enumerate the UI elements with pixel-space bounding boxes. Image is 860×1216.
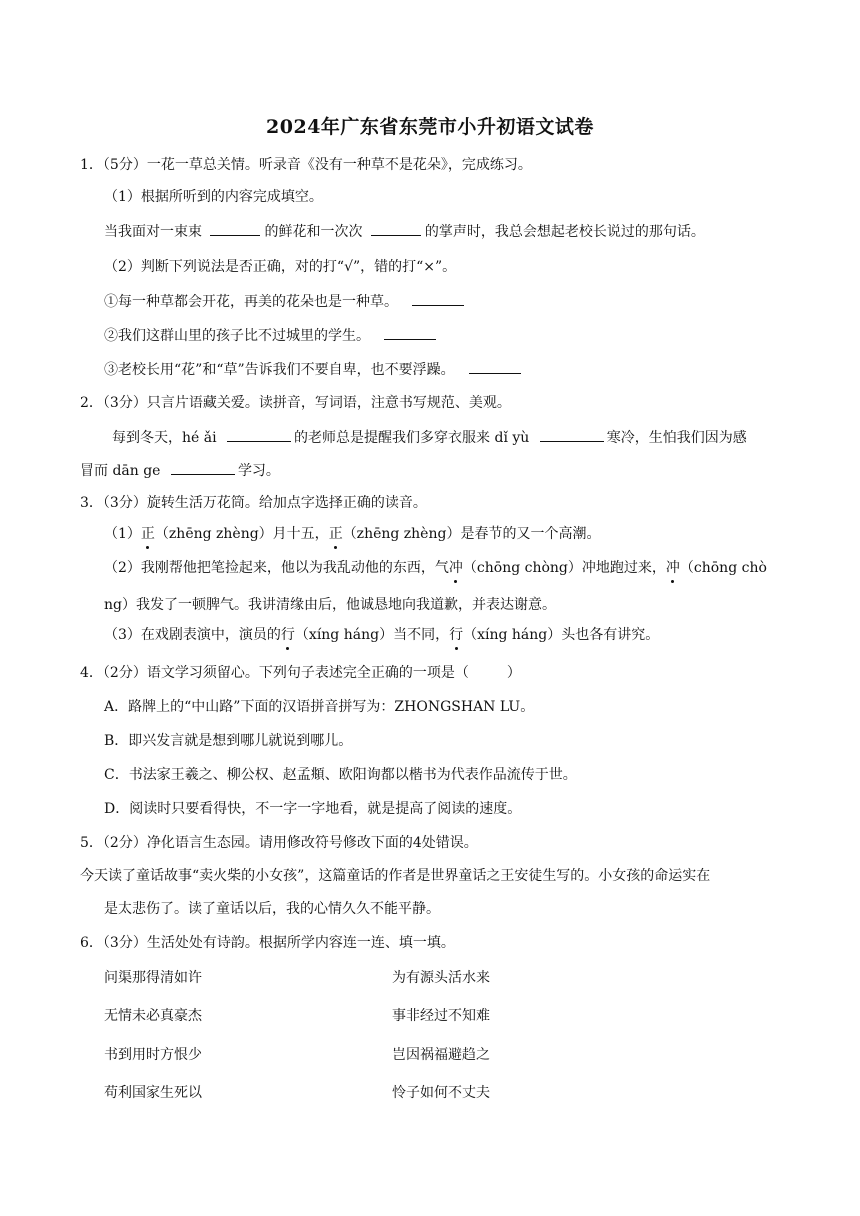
q4-option-d[interactable]: D．阅读时只要看得快，不一字一字地看，就是提高了阅读的速度。 bbox=[104, 801, 522, 817]
q3-item-2-cont: ng）我发了一顿脾气。我讲清缘由后，他诚恳地向我道歉，并表达谢意。 bbox=[104, 597, 556, 613]
q2-line-2 bbox=[80, 460, 280, 481]
q3-item-2-text-a: （2）我刚帮他把笔捡起来，他以为我乱动他的东西，气 bbox=[104, 560, 449, 576]
q4-option-b[interactable]: B．即兴发言就是想到哪儿就说到哪儿。 bbox=[104, 733, 353, 749]
q5-stem: 5．（2分）净化语言生态园。请用修改符号修改下面的4处错误。 bbox=[80, 835, 478, 851]
q5-passage-line-2: 是太悲伤了。读了童话以后，我的心情久久不能平静。 bbox=[104, 901, 440, 917]
q4-stem-line bbox=[80, 663, 521, 683]
q3-item-3-text-b: （xíng háng）当不同， bbox=[294, 627, 450, 643]
q1-fill-line bbox=[104, 221, 705, 242]
q6-right-3[interactable]: 岂因祸福避趋之 bbox=[392, 1047, 490, 1063]
q3-item-2 bbox=[104, 558, 767, 578]
q3-item-2-text-c: （chōng chò bbox=[679, 560, 767, 576]
q4-stem: 4．（2分）语文学习须留心。下列句子表述完全正确的一项是（ bbox=[80, 665, 469, 681]
q3-item-3-text-a: （3）在戏剧表演中，演员的 bbox=[104, 627, 281, 643]
q6-right-2[interactable]: 事非经过不知难 bbox=[392, 1008, 490, 1024]
q1-statement-1-line bbox=[104, 291, 464, 312]
q1-judge-blank-3[interactable] bbox=[469, 359, 521, 374]
q1-statement-2-line bbox=[104, 325, 436, 346]
q3-item-3 bbox=[104, 625, 659, 645]
q6-stem: 6．（3分）生活处处有诗韵。根据所学内容连一连、填一填。 bbox=[80, 935, 455, 951]
q1-judge-blank-2[interactable] bbox=[384, 325, 436, 340]
q3-item-1-text-c: （zhēng zhèng）是春节的又一个高潮。 bbox=[342, 526, 601, 542]
q1-statement-3-line bbox=[104, 359, 521, 380]
q2-text-1b: 的老师总是提醒我们多穿衣服来 dǐ yù bbox=[294, 430, 530, 446]
q3-item-2-text-b: （chōng chòng）冲地跑过来， bbox=[462, 560, 666, 576]
dotted-char-chong-2: 冲 bbox=[665, 560, 680, 576]
q3-item-1-text-b: （zhēng zhèng）月十五， bbox=[154, 526, 329, 542]
q3-stem: 3．（3分）旋转生活万花筒。给加点字选择正确的读音。 bbox=[80, 495, 427, 511]
q3-item-3-text-c: （xíng háng）头也各有讲究。 bbox=[463, 627, 660, 643]
dotted-char-xing-1: 行 bbox=[280, 627, 295, 643]
q1-judge-blank-1[interactable] bbox=[412, 291, 464, 306]
q2-line-1 bbox=[112, 427, 747, 448]
q6-left-1[interactable]: 问渠那得清如许 bbox=[104, 970, 202, 986]
q6-left-4[interactable]: 苟利国家生死以 bbox=[104, 1085, 202, 1101]
q1-blank-2[interactable] bbox=[371, 221, 421, 236]
q1-fill-a: 当我面对一束束 bbox=[104, 224, 202, 240]
q1-fill-c: 的掌声时，我总会想起老校长说过的那句话。 bbox=[424, 224, 705, 240]
q2-text-1a: 每到冬天，hé ǎi bbox=[112, 430, 217, 446]
q1-sub1: （1）根据所听到的内容完成填空。 bbox=[104, 189, 323, 205]
q3-item-1-num: （1） bbox=[104, 526, 141, 542]
q2-text-1c: 寒冷，生怕我们因为感 bbox=[606, 430, 747, 446]
q2-blank-heai[interactable] bbox=[227, 427, 291, 442]
q2-blank-dange[interactable] bbox=[171, 460, 235, 475]
q4-option-a[interactable]: A．路牌上的“中山路”下面的汉语拼音拼写为：ZHONGSHAN LU。 bbox=[104, 699, 535, 715]
q1-fill-b: 的鲜花和一次次 bbox=[264, 224, 363, 240]
q1-stem: 1．（5分）一花一草总关情。听录音《没有一种草不是花朵》，完成练习。 bbox=[80, 157, 532, 173]
q4-stem-close: ） bbox=[506, 665, 521, 681]
q2-blank-diyu[interactable] bbox=[540, 427, 604, 442]
dotted-char-zheng-1: 正 bbox=[140, 526, 155, 542]
q6-right-4[interactable]: 怜子如何不丈夫 bbox=[392, 1085, 490, 1101]
dotted-char-xing-2: 行 bbox=[449, 627, 464, 643]
q6-right-1[interactable]: 为有源头活水来 bbox=[392, 970, 490, 986]
q3-item-1 bbox=[104, 524, 600, 544]
q2-text-2a: 冒而 dān ge bbox=[80, 463, 161, 479]
q1-sub2: （2）判断下列说法是否正确，对的打“√”，错的打“×”。 bbox=[104, 259, 457, 275]
dotted-char-chong-1: 冲 bbox=[448, 560, 463, 576]
q6-left-2[interactable]: 无情未必真豪杰 bbox=[104, 1008, 202, 1024]
page-title: 2024年广东省东莞市小升初语文试卷 bbox=[266, 116, 594, 138]
q6-left-3[interactable]: 书到用时方恨少 bbox=[104, 1047, 202, 1063]
dotted-char-zheng-2: 正 bbox=[328, 526, 343, 542]
q1-statement-2: ②我们这群山里的孩子比不过城里的学生。 bbox=[104, 328, 370, 344]
q2-stem: 2．（3分）只言片语藏关爱。读拼音，写词语，注意书写规范、美观。 bbox=[80, 395, 511, 411]
q1-blank-1[interactable] bbox=[210, 221, 260, 236]
q5-passage-line-1: 今天读了童话故事“卖火柴的小女孩”，这篇童话的作者是世界童话之王安徒生写的。小女孩的命运实在 bbox=[80, 868, 711, 884]
q1-statement-3: ③老校长用“花”和“草”告诉我们不要自卑，也不要浮躁。 bbox=[104, 362, 455, 378]
q1-statement-1: ①每一种草都会开花，再美的花朵也是一种草。 bbox=[104, 294, 398, 310]
q4-option-c[interactable]: C．书法家王羲之、柳公权、赵孟頫、欧阳询都以楷书为代表作品流传于世。 bbox=[104, 767, 577, 783]
q2-text-2b: 学习。 bbox=[237, 463, 280, 479]
